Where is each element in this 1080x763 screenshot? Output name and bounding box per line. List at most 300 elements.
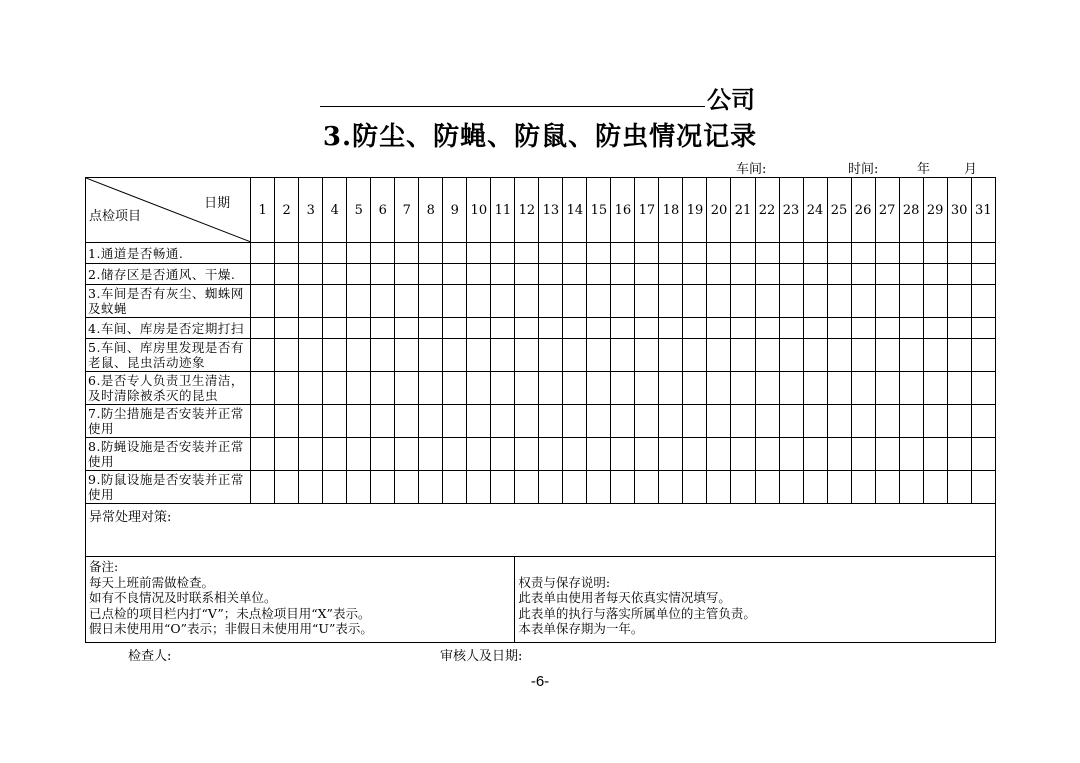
check-cell[interactable] — [587, 339, 611, 372]
check-cell[interactable] — [347, 438, 371, 471]
check-cell[interactable] — [443, 264, 467, 285]
check-cell[interactable] — [827, 405, 851, 438]
check-cell[interactable] — [587, 318, 611, 339]
check-cell[interactable] — [491, 438, 515, 471]
check-cell[interactable] — [635, 405, 659, 438]
check-cell[interactable] — [707, 285, 731, 318]
check-cell[interactable] — [539, 405, 563, 438]
check-cell[interactable] — [299, 405, 323, 438]
inspection-item-2: 2.储存区是否通风、干燥. — [86, 264, 251, 285]
check-cell[interactable] — [779, 264, 803, 285]
check-cell[interactable] — [443, 243, 467, 264]
check-cell[interactable] — [611, 438, 635, 471]
check-cell[interactable] — [875, 438, 899, 471]
check-cell[interactable] — [851, 318, 875, 339]
check-cell[interactable] — [515, 339, 539, 372]
check-cell[interactable] — [539, 438, 563, 471]
inspection-item-7: 7.防尘措施是否安装并正常使用 — [86, 405, 251, 438]
check-cell[interactable] — [899, 372, 923, 405]
check-cell[interactable] — [323, 471, 347, 504]
check-cell[interactable] — [611, 285, 635, 318]
check-cell[interactable] — [515, 438, 539, 471]
check-cell[interactable] — [467, 339, 491, 372]
check-cell[interactable] — [659, 405, 683, 438]
check-cell[interactable] — [899, 438, 923, 471]
check-cell[interactable] — [731, 243, 755, 264]
check-cell[interactable] — [443, 339, 467, 372]
check-cell[interactable] — [899, 285, 923, 318]
check-cell[interactable] — [875, 318, 899, 339]
check-cell[interactable] — [395, 243, 419, 264]
check-cell[interactable] — [803, 372, 827, 405]
check-cell[interactable] — [515, 405, 539, 438]
check-cell[interactable] — [371, 438, 395, 471]
check-cell[interactable] — [923, 318, 947, 339]
check-cell[interactable] — [419, 372, 443, 405]
check-cell[interactable] — [563, 438, 587, 471]
check-cell[interactable] — [491, 264, 515, 285]
check-cell[interactable] — [683, 339, 707, 372]
check-cell[interactable] — [467, 264, 491, 285]
time-label: 时间: — [848, 162, 879, 177]
check-cell[interactable] — [947, 471, 971, 504]
check-cell[interactable] — [851, 285, 875, 318]
check-cell[interactable] — [947, 264, 971, 285]
check-cell[interactable] — [323, 438, 347, 471]
check-cell[interactable] — [659, 243, 683, 264]
check-cell[interactable] — [731, 285, 755, 318]
check-cell[interactable] — [635, 318, 659, 339]
check-cell[interactable] — [947, 285, 971, 318]
check-cell[interactable] — [659, 285, 683, 318]
check-cell[interactable] — [251, 243, 275, 264]
check-cell[interactable] — [803, 243, 827, 264]
check-cell[interactable] — [635, 372, 659, 405]
check-cell[interactable] — [779, 318, 803, 339]
check-cell[interactable] — [563, 264, 587, 285]
check-cell[interactable] — [899, 405, 923, 438]
check-cell[interactable] — [587, 264, 611, 285]
check-cell[interactable] — [803, 339, 827, 372]
check-cell[interactable] — [419, 264, 443, 285]
check-cell[interactable] — [923, 264, 947, 285]
check-cell[interactable] — [779, 372, 803, 405]
check-cell[interactable] — [299, 471, 323, 504]
check-cell[interactable] — [515, 471, 539, 504]
check-cell[interactable] — [395, 318, 419, 339]
check-cell[interactable] — [611, 339, 635, 372]
check-cell[interactable] — [947, 438, 971, 471]
day-header-29: 29 — [923, 178, 947, 243]
inspection-item-6: 6.是否专人负责卫生清洁，及时清除被杀灭的昆虫 — [86, 372, 251, 405]
check-cell[interactable] — [923, 405, 947, 438]
check-cell[interactable] — [899, 264, 923, 285]
check-cell[interactable] — [683, 243, 707, 264]
check-cell[interactable] — [395, 372, 419, 405]
check-cell[interactable] — [539, 471, 563, 504]
check-cell[interactable] — [395, 405, 419, 438]
check-cell[interactable] — [659, 471, 683, 504]
check-cell[interactable] — [347, 471, 371, 504]
check-cell[interactable] — [443, 405, 467, 438]
check-cell[interactable] — [683, 405, 707, 438]
check-cell[interactable] — [827, 471, 851, 504]
check-cell[interactable] — [587, 405, 611, 438]
check-cell[interactable] — [827, 243, 851, 264]
check-cell[interactable] — [971, 372, 995, 405]
check-cell[interactable] — [659, 438, 683, 471]
check-cell[interactable] — [635, 471, 659, 504]
check-cell[interactable] — [395, 471, 419, 504]
check-cell[interactable] — [443, 372, 467, 405]
check-cell[interactable] — [323, 264, 347, 285]
check-cell[interactable] — [347, 339, 371, 372]
check-cell[interactable] — [587, 438, 611, 471]
check-cell[interactable] — [275, 285, 299, 318]
check-cell[interactable] — [707, 438, 731, 471]
check-cell[interactable] — [419, 405, 443, 438]
check-cell[interactable] — [443, 285, 467, 318]
check-cell[interactable] — [275, 438, 299, 471]
check-cell[interactable] — [611, 405, 635, 438]
check-cell[interactable] — [611, 243, 635, 264]
check-cell[interactable] — [899, 318, 923, 339]
check-cell[interactable] — [779, 285, 803, 318]
check-cell[interactable] — [923, 471, 947, 504]
check-cell[interactable] — [755, 405, 779, 438]
remark-line: 备注: — [89, 559, 119, 574]
check-cell[interactable] — [467, 285, 491, 318]
check-cell[interactable] — [491, 318, 515, 339]
check-cell[interactable] — [851, 264, 875, 285]
check-cell[interactable] — [755, 438, 779, 471]
check-cell[interactable] — [971, 264, 995, 285]
check-cell[interactable] — [563, 471, 587, 504]
check-cell[interactable] — [491, 339, 515, 372]
check-cell[interactable] — [275, 372, 299, 405]
check-cell[interactable] — [563, 285, 587, 318]
check-cell[interactable] — [875, 471, 899, 504]
check-cell[interactable] — [635, 264, 659, 285]
check-cell[interactable] — [515, 372, 539, 405]
check-cell[interactable] — [347, 318, 371, 339]
check-cell[interactable] — [371, 339, 395, 372]
check-cell[interactable] — [323, 372, 347, 405]
check-cell[interactable] — [395, 438, 419, 471]
check-cell[interactable] — [491, 471, 515, 504]
check-cell[interactable] — [755, 243, 779, 264]
check-cell[interactable] — [251, 339, 275, 372]
check-cell[interactable] — [635, 285, 659, 318]
check-cell[interactable] — [803, 438, 827, 471]
check-cell[interactable] — [443, 318, 467, 339]
remark-line: 假日未使用用“O”表示；非假日未使用用“U”表示。 — [89, 621, 373, 636]
check-cell[interactable] — [683, 372, 707, 405]
day-header-15: 15 — [587, 178, 611, 243]
check-cell[interactable] — [347, 405, 371, 438]
check-cell[interactable] — [779, 339, 803, 372]
check-cell[interactable] — [563, 339, 587, 372]
check-cell[interactable] — [491, 243, 515, 264]
check-cell[interactable] — [731, 339, 755, 372]
check-cell[interactable] — [827, 264, 851, 285]
check-cell[interactable] — [707, 243, 731, 264]
check-cell[interactable] — [779, 243, 803, 264]
day-header-2: 2 — [275, 178, 299, 243]
check-cell[interactable] — [587, 471, 611, 504]
check-cell[interactable] — [707, 339, 731, 372]
check-cell[interactable] — [803, 264, 827, 285]
check-cell[interactable] — [923, 285, 947, 318]
check-cell[interactable] — [419, 471, 443, 504]
check-cell[interactable] — [827, 318, 851, 339]
check-cell[interactable] — [395, 339, 419, 372]
check-cell[interactable] — [275, 264, 299, 285]
check-cell[interactable] — [299, 339, 323, 372]
corner-header-cell — [86, 178, 251, 243]
check-cell[interactable] — [923, 243, 947, 264]
check-cell[interactable] — [971, 285, 995, 318]
check-cell[interactable] — [635, 243, 659, 264]
check-cell[interactable] — [371, 372, 395, 405]
check-cell[interactable] — [899, 339, 923, 372]
check-cell[interactable] — [491, 405, 515, 438]
check-cell[interactable] — [731, 471, 755, 504]
check-cell[interactable] — [323, 243, 347, 264]
check-cell[interactable] — [371, 243, 395, 264]
check-cell[interactable] — [611, 318, 635, 339]
check-cell[interactable] — [251, 471, 275, 504]
check-cell[interactable] — [947, 405, 971, 438]
check-cell[interactable] — [707, 405, 731, 438]
check-cell[interactable] — [251, 405, 275, 438]
check-cell[interactable] — [419, 285, 443, 318]
check-cell[interactable] — [779, 438, 803, 471]
check-cell[interactable] — [539, 372, 563, 405]
check-cell[interactable] — [299, 264, 323, 285]
check-cell[interactable] — [923, 372, 947, 405]
check-cell[interactable] — [467, 372, 491, 405]
check-cell[interactable] — [539, 318, 563, 339]
check-cell[interactable] — [515, 318, 539, 339]
check-cell[interactable] — [563, 372, 587, 405]
check-cell[interactable] — [251, 285, 275, 318]
check-cell[interactable] — [323, 285, 347, 318]
check-cell[interactable] — [299, 285, 323, 318]
check-cell[interactable] — [755, 372, 779, 405]
check-cell[interactable] — [803, 405, 827, 438]
check-cell[interactable] — [347, 243, 371, 264]
check-cell[interactable] — [755, 318, 779, 339]
check-cell[interactable] — [683, 438, 707, 471]
check-cell[interactable] — [875, 339, 899, 372]
check-cell[interactable] — [659, 264, 683, 285]
check-cell[interactable] — [875, 372, 899, 405]
check-cell[interactable] — [515, 285, 539, 318]
check-cell[interactable] — [347, 372, 371, 405]
check-cell[interactable] — [515, 264, 539, 285]
check-cell[interactable] — [923, 339, 947, 372]
check-cell[interactable] — [251, 372, 275, 405]
abnormal-handling-field[interactable] — [86, 504, 996, 557]
check-cell[interactable] — [491, 285, 515, 318]
check-cell[interactable] — [491, 372, 515, 405]
check-cell[interactable] — [827, 372, 851, 405]
check-cell[interactable] — [683, 471, 707, 504]
notes-row — [86, 557, 996, 643]
check-cell[interactable] — [659, 372, 683, 405]
check-cell[interactable] — [707, 318, 731, 339]
check-cell[interactable] — [539, 285, 563, 318]
check-cell[interactable] — [443, 471, 467, 504]
check-cell[interactable] — [563, 318, 587, 339]
check-cell[interactable] — [347, 285, 371, 318]
check-cell[interactable] — [467, 318, 491, 339]
day-header-30: 30 — [947, 178, 971, 243]
check-cell[interactable] — [611, 471, 635, 504]
check-cell[interactable] — [707, 471, 731, 504]
check-cell[interactable] — [659, 339, 683, 372]
check-cell[interactable] — [971, 318, 995, 339]
check-cell[interactable] — [755, 264, 779, 285]
check-cell[interactable] — [467, 438, 491, 471]
check-cell[interactable] — [515, 243, 539, 264]
check-cell[interactable] — [947, 372, 971, 405]
check-cell[interactable] — [731, 372, 755, 405]
check-cell[interactable] — [611, 372, 635, 405]
check-cell[interactable] — [635, 339, 659, 372]
check-cell[interactable] — [827, 438, 851, 471]
check-cell[interactable] — [947, 339, 971, 372]
check-cell[interactable] — [467, 405, 491, 438]
check-cell[interactable] — [275, 339, 299, 372]
check-cell[interactable] — [851, 372, 875, 405]
check-cell[interactable] — [875, 264, 899, 285]
check-cell[interactable] — [275, 243, 299, 264]
check-cell[interactable] — [851, 471, 875, 504]
check-cell[interactable] — [803, 318, 827, 339]
check-cell[interactable] — [347, 264, 371, 285]
check-cell[interactable] — [251, 318, 275, 339]
check-cell[interactable] — [371, 318, 395, 339]
check-cell[interactable] — [683, 318, 707, 339]
check-cell[interactable] — [611, 264, 635, 285]
check-cell[interactable] — [971, 471, 995, 504]
check-cell[interactable] — [755, 285, 779, 318]
check-cell[interactable] — [587, 372, 611, 405]
check-cell[interactable] — [947, 318, 971, 339]
check-cell[interactable] — [875, 243, 899, 264]
check-cell[interactable] — [587, 243, 611, 264]
check-cell[interactable] — [323, 318, 347, 339]
check-cell[interactable] — [731, 438, 755, 471]
check-cell[interactable] — [371, 285, 395, 318]
check-cell[interactable] — [539, 264, 563, 285]
check-cell[interactable] — [731, 405, 755, 438]
check-cell[interactable] — [419, 318, 443, 339]
check-cell[interactable] — [563, 243, 587, 264]
check-cell[interactable] — [971, 339, 995, 372]
day-header-28: 28 — [899, 178, 923, 243]
remark-line: 每天上班前需做检查。 — [89, 574, 215, 590]
check-cell[interactable] — [371, 471, 395, 504]
check-cell[interactable] — [851, 405, 875, 438]
day-header-26: 26 — [851, 178, 875, 243]
check-cell[interactable] — [275, 318, 299, 339]
check-cell[interactable] — [779, 471, 803, 504]
check-cell[interactable] — [299, 438, 323, 471]
table-row — [86, 264, 996, 285]
check-cell[interactable] — [539, 243, 563, 264]
inspection-item-4: 4.车间、库房是否定期打扫 — [86, 318, 251, 339]
check-cell[interactable] — [587, 285, 611, 318]
check-cell[interactable] — [539, 339, 563, 372]
check-cell[interactable] — [467, 243, 491, 264]
check-cell[interactable] — [827, 285, 851, 318]
check-cell[interactable] — [851, 438, 875, 471]
check-cell[interactable] — [875, 285, 899, 318]
check-cell[interactable] — [275, 405, 299, 438]
check-cell[interactable] — [467, 471, 491, 504]
check-cell[interactable] — [971, 438, 995, 471]
day-header-24: 24 — [803, 178, 827, 243]
check-cell[interactable] — [251, 438, 275, 471]
check-cell[interactable] — [755, 339, 779, 372]
check-cell[interactable] — [779, 405, 803, 438]
check-cell[interactable] — [827, 339, 851, 372]
check-cell[interactable] — [323, 339, 347, 372]
check-cell[interactable] — [323, 405, 347, 438]
check-cell[interactable] — [851, 243, 875, 264]
check-cell[interactable] — [899, 243, 923, 264]
check-cell[interactable] — [563, 405, 587, 438]
check-cell[interactable] — [899, 471, 923, 504]
check-cell[interactable] — [299, 243, 323, 264]
check-cell[interactable] — [419, 438, 443, 471]
check-cell[interactable] — [707, 372, 731, 405]
check-cell[interactable] — [683, 285, 707, 318]
check-cell[interactable] — [707, 264, 731, 285]
check-cell[interactable] — [299, 318, 323, 339]
check-cell[interactable] — [659, 318, 683, 339]
item-header: 点检项目 — [89, 209, 142, 224]
check-cell[interactable] — [755, 471, 779, 504]
check-cell[interactable] — [803, 285, 827, 318]
check-cell[interactable] — [419, 243, 443, 264]
check-cell[interactable] — [947, 243, 971, 264]
check-cell[interactable] — [683, 264, 707, 285]
check-cell[interactable] — [443, 438, 467, 471]
check-cell[interactable] — [371, 405, 395, 438]
check-cell[interactable] — [419, 339, 443, 372]
check-cell[interactable] — [299, 372, 323, 405]
day-header-11: 11 — [491, 178, 515, 243]
check-cell[interactable] — [731, 318, 755, 339]
check-cell[interactable] — [971, 243, 995, 264]
check-cell[interactable] — [971, 405, 995, 438]
check-cell[interactable] — [251, 264, 275, 285]
check-cell[interactable] — [395, 264, 419, 285]
check-cell[interactable] — [275, 471, 299, 504]
check-cell[interactable] — [923, 438, 947, 471]
check-cell[interactable] — [803, 471, 827, 504]
check-cell[interactable] — [371, 264, 395, 285]
check-cell[interactable] — [635, 438, 659, 471]
check-cell[interactable] — [395, 285, 419, 318]
check-cell[interactable] — [851, 339, 875, 372]
check-cell[interactable] — [731, 264, 755, 285]
check-cell[interactable] — [875, 405, 899, 438]
